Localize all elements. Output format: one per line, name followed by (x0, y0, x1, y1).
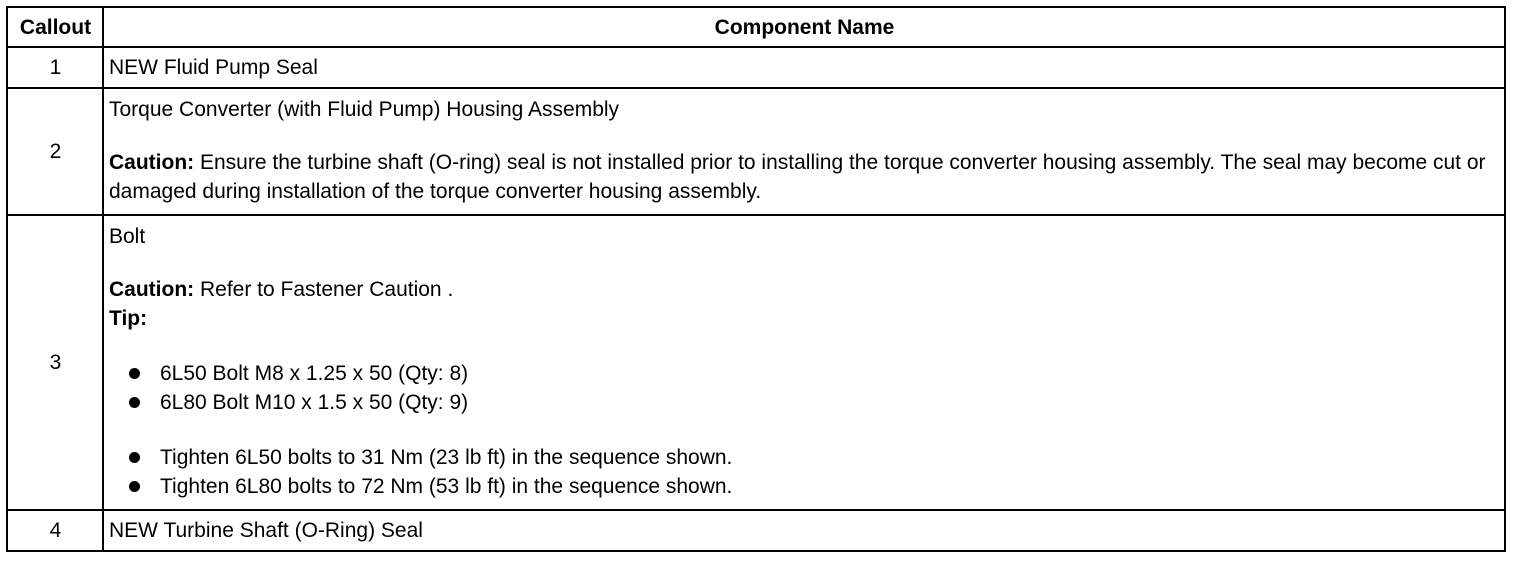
callout-column-header: Callout (7, 7, 103, 47)
callout-number: 3 (7, 215, 103, 510)
callout-number: 4 (7, 510, 103, 551)
tip-label: Tip: (109, 307, 148, 330)
component-name: NEW Fluid Pump Seal (103, 47, 1505, 88)
component-table (6, 6, 1506, 552)
component-name: Torque Converter (with Fluid Pump) Housing Assembly (109, 98, 620, 121)
caution-note (109, 151, 1486, 203)
table-row (7, 88, 1505, 215)
callout-number: 2 (7, 88, 103, 215)
caution-note (109, 278, 453, 301)
table-row (7, 47, 1505, 88)
component-name-cell (103, 88, 1505, 215)
bolt-list (109, 359, 1500, 417)
component-name-column-header: Component Name (103, 7, 1505, 47)
table-row (7, 215, 1505, 510)
component-name: NEW Turbine Shaft (O-Ring) Seal (103, 510, 1505, 551)
table-header-row (7, 7, 1505, 47)
caution-label: Caution: (109, 278, 195, 301)
component-name-cell (103, 215, 1505, 510)
caution-label: Caution: (109, 151, 195, 174)
list-item: Tighten 6L80 bolts to 72 Nm (53 lb ft) in the sequence shown. (129, 472, 1500, 501)
caution-text: Ensure the turbine shaft (O-ring) seal is not installed prior to installing the torque converter housing assembly. The seal may become cut or damaged during installation of the torque converter housing assembly. (109, 151, 1486, 203)
torque-list (109, 443, 1500, 501)
caution-text: Refer to Fastener Caution . (194, 278, 454, 301)
table-row (7, 510, 1505, 551)
component-name: Bolt (109, 225, 146, 248)
list-item: 6L50 Bolt M8 x 1.25 x 50 (Qty: 8) (129, 359, 1500, 388)
list-item: 6L80 Bolt M10 x 1.5 x 50 (Qty: 9) (129, 388, 1500, 417)
list-item: Tighten 6L50 bolts to 31 Nm (23 lb ft) in the sequence shown. (129, 443, 1500, 472)
callout-number: 1 (7, 47, 103, 88)
